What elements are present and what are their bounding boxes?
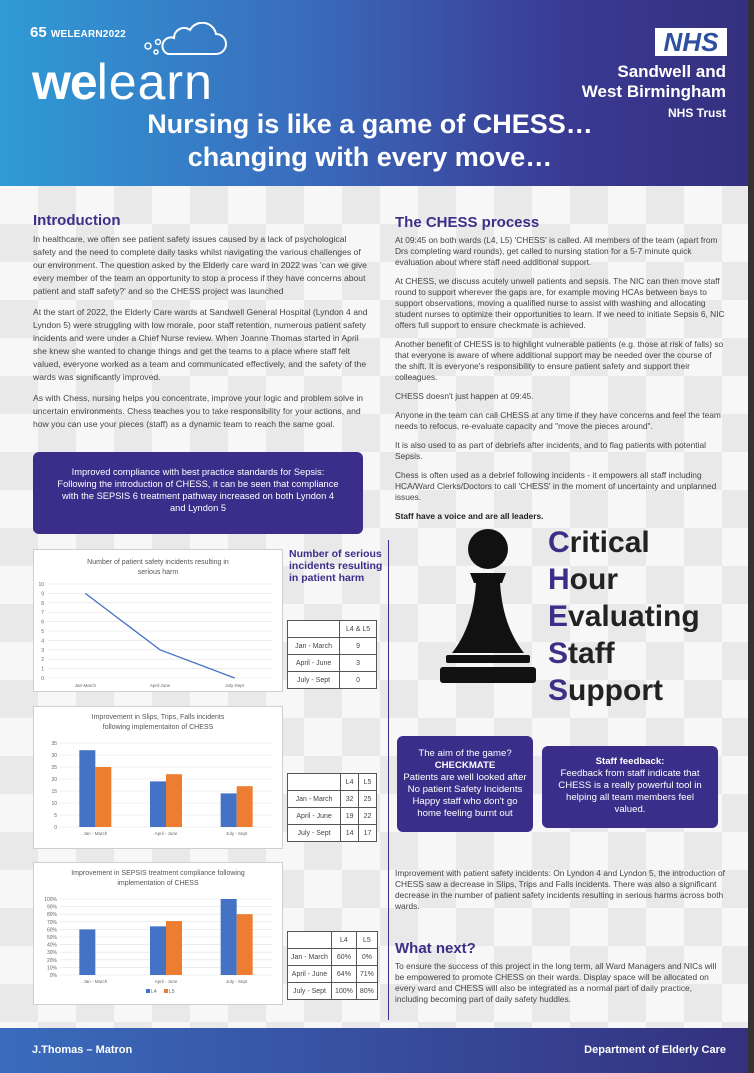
y-tick-label: 7 — [41, 610, 44, 617]
improvement-paragraph: Improvement with patient safety incidents: On Lyndon 4 and Lyndon 5, the introduction of CHESS saw a decrease in Slips, Trips and Falls incidents. There was also a significant decrease in the number of patient safety incidents resulting in serious harms across both wards. — [395, 868, 725, 911]
intro-paragraph: At the start of 2022, the Elderly Care wards at Sandwell General Hospital (Lyndon 4 and Lyndon 5) were struggling with low morale, poor staff retention, numerous patient safety incidents and were under a Chief Nurse review. When Joanne Thomas started in April she knew she wanted to change things and get the teams to a place where staff felt valued, everyone worked as a team and communicated effectively, and the safety of the wards was significantly improved. — [33, 307, 368, 382]
footer-author: J.Thomas – Matron — [32, 1044, 133, 1056]
bar — [150, 781, 166, 827]
page-edge — [748, 0, 754, 1073]
y-tick-label: 8 — [41, 600, 44, 607]
bar — [221, 899, 237, 975]
poster-header — [0, 0, 754, 186]
acronym-line: Hour — [548, 563, 618, 596]
x-tick-label: April - June — [154, 831, 178, 836]
x-tick-label: Jan-March — [74, 683, 96, 688]
legend-label: L5 — [169, 989, 175, 995]
y-tick-label: 50% — [46, 935, 57, 941]
bar — [150, 926, 166, 975]
acronym-line: Critical — [548, 526, 650, 559]
chess-acronym — [548, 524, 700, 709]
falls-table: L4 L5 Jan - March 32 25 April - June 19 22 July - Sept 14 17 — [287, 773, 377, 842]
trust-name: Sandwell and West Birmingham — [581, 62, 726, 101]
y-tick-label: 20% — [46, 957, 57, 964]
legend-swatch — [164, 989, 168, 993]
chart-title: Number of patient safety incidents resulting in — [87, 559, 229, 566]
process-emphasis: Staff have a voice and are all leaders. — [395, 511, 544, 521]
poster-title: Nursing is like a game of CHESS… changing with every move… — [147, 109, 593, 172]
sepsis-callout: Improved compliance with best practice standards for Sepsis: Following the introduction of CHESS, it can be seen that compliance with the SEPSIS 6 treatment pathway increased on both Lyndon 4 and Lyndon 5 — [33, 452, 363, 534]
y-tick-label: 2 — [41, 657, 44, 664]
x-tick-label: Jan - March — [83, 979, 108, 984]
column-divider — [388, 540, 389, 1020]
process-paragraph: At CHESS, we discuss acutely unwell patients and sepsis. The NIC can then move staff round to support wherever the gaps are, for example moving HCAs between bays to support observations, moving a qualified nurse to assist with washing and allocating student nurses to optimize their opportunities to learn. If we need to initiate Sepsis 6, NIC offers full support to ensure checkmate is achieved. — [395, 276, 725, 330]
y-tick-label: 0 — [54, 825, 57, 831]
chart-title: Improvement in Slips, Trips, Falls incidents — [91, 714, 225, 721]
y-tick-label: 5 — [41, 629, 44, 635]
staff-feedback-box: Staff feedback: Feedback from staff indicate that CHESS is a really powerful tool in helping all team members feel valued. — [542, 746, 718, 828]
chart-title: Improvement in SEPSIS treatment compliance following — [71, 870, 245, 877]
y-tick-label: 100% — [44, 897, 57, 903]
bar — [95, 767, 111, 827]
acronym-line: Evaluating — [548, 600, 700, 633]
line-chart — [34, 550, 282, 691]
legend-swatch — [146, 989, 150, 993]
chart-serious-harm — [33, 549, 283, 692]
y-tick-label: 5 — [54, 813, 57, 819]
what-next-paragraph: To ensure the success of this project in the long term, all Ward Managers and NICs will be empowered to promote CHESS on their wards. Display space will be allocated on every ward and CHESS will also be integrated as a normal part of daily practice, including becoming part of daily safety huddles. — [395, 961, 717, 1004]
y-tick-label: 15 — [51, 789, 57, 795]
y-tick-label: 1 — [41, 666, 44, 673]
welearn-logo: welearn — [32, 54, 213, 110]
process-paragraph: Chess is often used as a debrief following incidents - it empowers all staff including HCA/Ward Clerks/Doctors to call 'CHESS' in the moment of uncertainty and unplanned issues. — [395, 470, 717, 502]
footer-department: Department of Elderly Care — [584, 1044, 726, 1056]
chess-process-heading: The CHESS process — [395, 214, 540, 231]
y-tick-label: 20 — [51, 777, 57, 783]
intro-paragraph: As with Chess, nursing helps you concentrate, improve your logic and problem solve in uncertain environments. Chess teaches you to take responsibility for your actions, and how you can use your pieces (staff) as a dynamic team to reach the same goal. — [33, 393, 364, 429]
y-tick-label: 9 — [41, 591, 44, 598]
serious-incidents-table: L4 & L5 Jan - March 9 April - June 3 July - Sept 0 — [287, 620, 377, 689]
y-tick-label: 80% — [46, 912, 57, 919]
process-paragraph: CHESS doesn't just happen at 09:45. — [395, 391, 534, 401]
what-next-section — [395, 940, 725, 1005]
bar — [237, 914, 253, 975]
introduction-section — [33, 212, 371, 431]
bar — [221, 793, 237, 827]
process-paragraph: Anyone in the team can call CHESS at any time if they have concerns and feel the team needs to refocus, re-evaluate capacity and "move the pieces around". — [395, 410, 721, 431]
y-tick-label: 70% — [46, 919, 57, 926]
y-tick-label: 10 — [51, 801, 57, 807]
y-tick-label: 10% — [46, 965, 57, 972]
y-tick-label: 10 — [38, 582, 44, 588]
chart-title: implementation of CHESS — [117, 880, 199, 887]
y-tick-label: 35 — [51, 741, 57, 747]
y-tick-label: 4 — [41, 638, 44, 645]
process-paragraph: It is also used to as part of debriefs after incidents, and to flag patients with potential Sepsis. — [395, 440, 706, 461]
y-tick-label: 30 — [51, 753, 57, 759]
bar — [237, 786, 253, 827]
nhs-logo: NHS — [655, 28, 727, 56]
acronym-line: Support — [548, 674, 663, 707]
poster-footer — [0, 1028, 754, 1073]
x-tick-label: Jan - March — [83, 831, 108, 836]
issue-label — [30, 24, 126, 41]
issue-brand: WELEARN2022 — [50, 29, 126, 40]
x-tick-label: July-Sept — [225, 683, 245, 688]
chart-falls — [33, 706, 283, 849]
y-tick-label: 6 — [41, 619, 44, 626]
x-tick-label: April-June — [149, 683, 171, 688]
bar — [166, 774, 182, 827]
bar — [79, 929, 95, 975]
issue-number: 65 — [30, 24, 47, 41]
process-paragraph: At 09:45 on both wards (L4, L5) 'CHESS' is called. All members of the team (apart from Drs completing ward rounds), get called to nursing station for a 5-7 minute quick evaluation about where staff need additional support. — [395, 235, 718, 267]
chess-process-section — [395, 214, 725, 522]
serious-incidents-label: Number of serious incidents resulting in patient harm — [289, 548, 383, 584]
y-tick-label: 25 — [51, 765, 57, 771]
chart-sepsis — [33, 862, 283, 1005]
bar-chart — [34, 707, 282, 848]
y-tick-label: 30% — [46, 950, 57, 957]
y-tick-label: 0% — [49, 973, 57, 979]
x-tick-label: July - Sept — [226, 831, 248, 836]
introduction-heading: Introduction — [33, 212, 121, 229]
chart-title: following implementaiton of CHESS — [102, 724, 214, 731]
bar — [79, 750, 95, 827]
sepsis-table: L4 L5 Jan - March 60% 0% April - June 64% 71% July - Sept 100% 80% — [287, 931, 378, 1000]
chart-title: serious harm — [137, 569, 179, 576]
acronym-line: Staff — [548, 637, 615, 670]
bar — [166, 921, 182, 975]
y-tick-label: 90% — [46, 904, 57, 911]
intro-paragraph: In healthcare, we often see patient safety issues caused by a lack of psychological safety and the need to complete daily tasks whilst navigating the various challenges of our environment. The question asked by the Elderly care ward in 2022 was 'can we give every member of the team an opportunity to stop a process if they have concerns about patient and staff safety?' and so the CHESS project was launched — [33, 234, 367, 296]
series-line — [85, 593, 234, 678]
x-tick-label: April - June — [154, 979, 178, 984]
bar-chart — [34, 863, 282, 1004]
improvement-section — [395, 868, 725, 912]
x-tick-label: July - Sept — [226, 979, 248, 984]
trust-subtitle: NHS Trust — [667, 106, 726, 120]
y-tick-label: 60% — [46, 927, 57, 934]
y-tick-label: 3 — [41, 647, 44, 654]
legend-label: L4 — [151, 989, 157, 995]
what-next-heading: What next? — [395, 940, 476, 957]
chess-pawn-icon — [440, 527, 536, 687]
y-tick-label: 40% — [46, 942, 57, 949]
process-paragraph: Another benefit of CHESS is to highlight vulnerable patients (e.g. those at risk of falls) so that everyone is aware of where additional support may be needed over the course of the shift. It is everyone's responsibility to ensure patient safety and support their colleagues. — [395, 339, 724, 382]
aim-box: The aim of the game? CHECKMATE Patients are well looked after No patient Safety Incidents Happy staff who don't go home feeling burnt out — [397, 736, 533, 832]
y-tick-label: 0 — [41, 676, 44, 682]
